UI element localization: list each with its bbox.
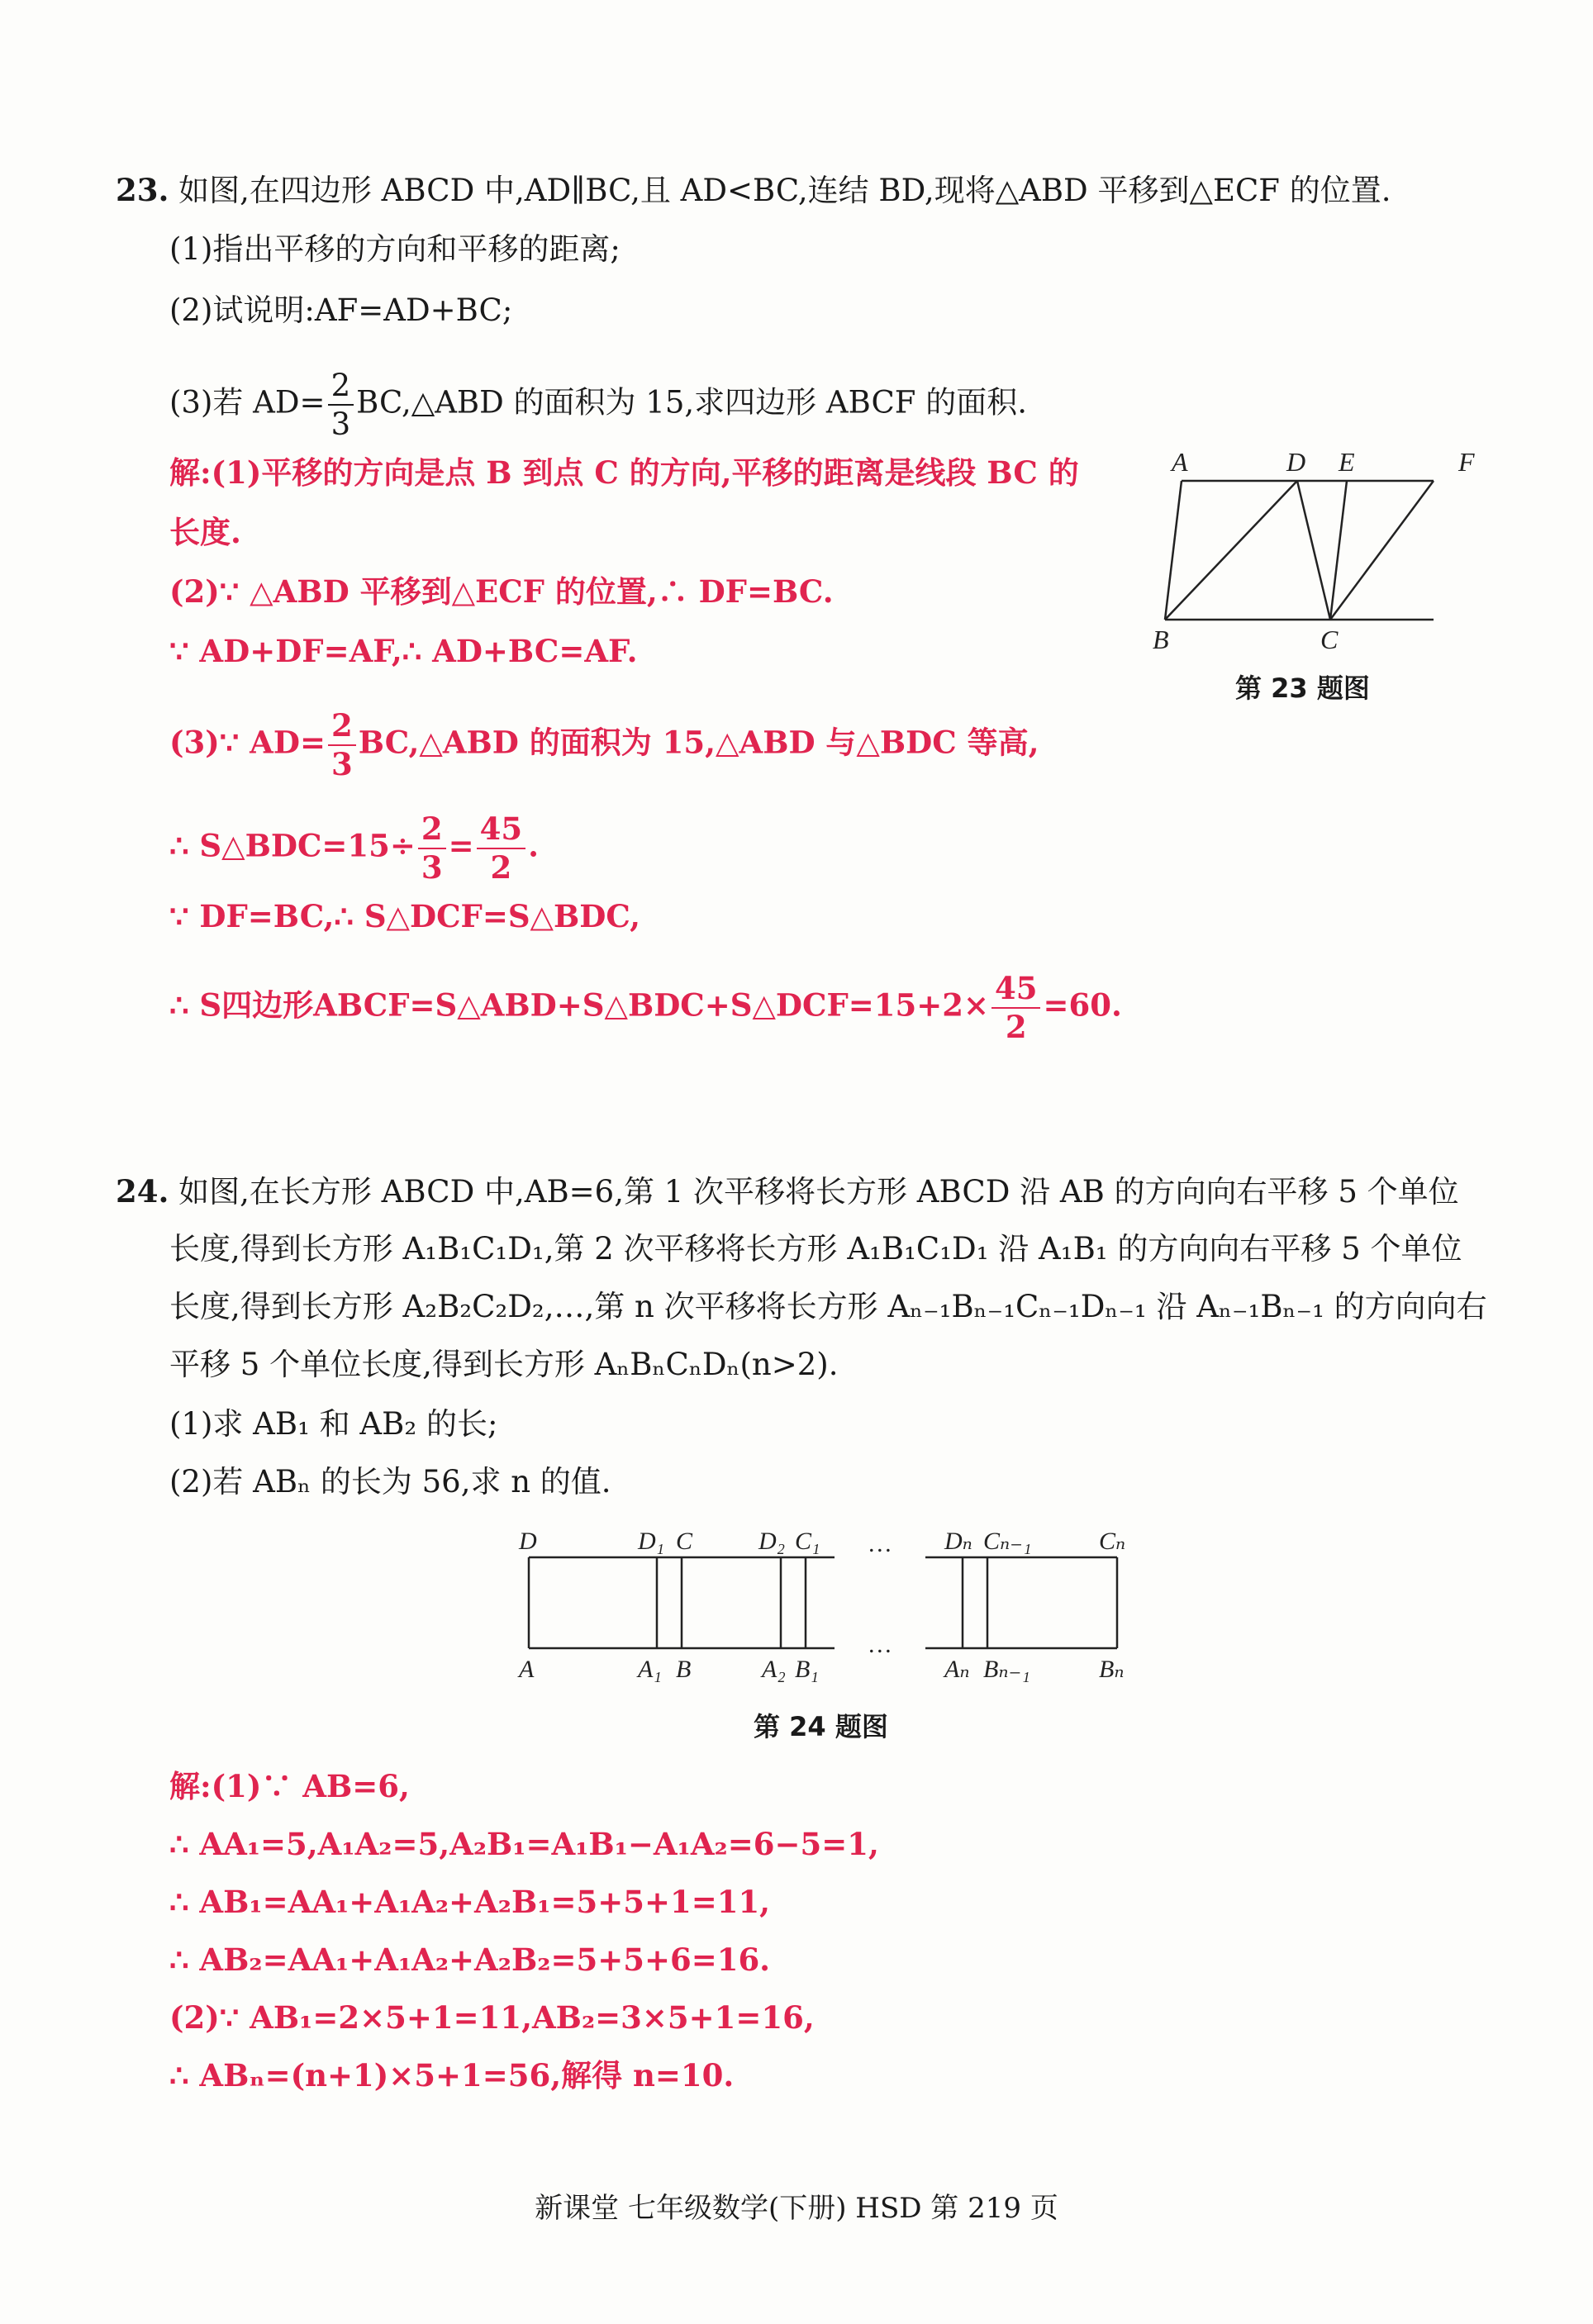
q24-line3: 长度,得到长方形 A₂B₂C₂D₂,…,第 n 次平移将长方形 Aₙ₋₁Bₙ₋₁Cₙ₋₁Dₙ₋₁ 沿 Aₙ₋₁Bₙ₋₁ 的方向向右 xyxy=(169,1289,1487,1324)
q24-sol-line: ∴ AB₂=AA₁+A₁A₂+A₂B₂=5+5+6=16. xyxy=(169,1941,771,1978)
q23-part3-fraction xyxy=(328,370,354,440)
q23-sol3d-prefix: ∴ S四边形ABCF=S△ABD+S△BDC+S△DCF=15+2× xyxy=(169,986,989,1024)
q23-stem xyxy=(116,170,1391,211)
q23-sol3b-fraction1 xyxy=(418,810,446,886)
q24-line2: 长度,得到长方形 A₁B₁C₁D₁,第 2 次平移将长方形 A₁B₁C₁D₁ 沿 A₁B₁ 的方向向右平移 5 个单位 xyxy=(169,1231,1462,1267)
line-EC xyxy=(1330,481,1347,620)
q24-line4: 平移 5 个单位长度,得到长方形 AₙBₙCₙDₙ(n>2). xyxy=(169,1347,839,1382)
label-Bn-1: Bₙ₋₁ xyxy=(983,1656,1030,1683)
label-Bn: Bₙ xyxy=(1099,1656,1125,1683)
q23-part2: (2)试说明:AF=AD+BC; xyxy=(169,292,513,328)
q23-sol1a: 解:(1)平移的方向是点 B 到点 C 的方向,平移的距离是线段 BC 的 xyxy=(169,454,1079,491)
label-D2: D₂ xyxy=(758,1528,786,1555)
label-B1: B₁ xyxy=(795,1656,819,1683)
q24-part1: (1)求 AB₁ 和 AB₂ 的长; xyxy=(169,1406,498,1442)
q23-sol3b xyxy=(169,810,540,886)
fraction-denominator: 3 xyxy=(330,406,351,442)
q23-sol2b: ∵ AD+DF=AF,∴ AD+BC=AF. xyxy=(169,633,638,669)
q24-sol-line: (2)∵ AB₁=2×5+1=11,AB₂=3×5+1=16, xyxy=(169,1999,815,2036)
fraction-numerator: 2 xyxy=(418,814,446,849)
q23-sol2a: (2)∵ △ABD 平移到△ECF 的位置,∴ DF=BC. xyxy=(169,573,834,610)
q23-sol3d-suffix: =60. xyxy=(1043,986,1122,1024)
label-D: D xyxy=(519,1528,537,1555)
q24-part2: (2)若 ABₙ 的长为 56,求 n 的值. xyxy=(169,1464,611,1499)
label-C: C xyxy=(676,1528,693,1555)
q23-sol3d-fraction xyxy=(991,970,1041,1045)
label-A2: A₂ xyxy=(762,1656,786,1683)
fraction-denominator: 3 xyxy=(330,746,353,782)
label-An: Aₙ xyxy=(944,1656,970,1683)
q24-figure xyxy=(496,1512,1157,1702)
q23-sol3d xyxy=(169,970,1122,1045)
q24-sol-line: ∴ AA₁=5,A₁A₂=5,A₂B₁=A₁B₁−A₁A₂=6−5=1, xyxy=(169,1826,879,1862)
q23-sol3a-suffix: BC,△ABD 的面积为 15,△ABD 与△BDC 等高, xyxy=(358,724,1039,761)
q24-figure-caption: 第 24 题图 xyxy=(754,1711,888,1742)
q23-sol3b-equals: = xyxy=(448,827,474,864)
q23-figure-caption: 第 23 题图 xyxy=(1235,672,1370,704)
q23-sol1b: 长度. xyxy=(169,514,241,550)
q24-number: 24. xyxy=(116,1173,169,1210)
label-C1: C₁ xyxy=(795,1528,820,1555)
label-D: D xyxy=(1286,447,1306,477)
fraction-numerator: 2 xyxy=(328,370,354,406)
label-A: A xyxy=(519,1656,535,1683)
label-Dn: Dₙ xyxy=(944,1528,972,1555)
label-B: B xyxy=(1153,625,1169,654)
q24-line1 xyxy=(116,1172,1459,1212)
fraction-numerator: 45 xyxy=(991,973,1041,1009)
line-BD xyxy=(1165,481,1297,620)
line-FC xyxy=(1330,481,1434,620)
label-Cn: Cₙ xyxy=(1099,1528,1126,1555)
page-footer: 新课堂 七年级数学(下册) HSD 第 219 页 xyxy=(535,2192,1058,2225)
label-F: F xyxy=(1458,447,1475,477)
q23-sol3a-fraction xyxy=(328,707,356,782)
q23-part3 xyxy=(169,370,1027,440)
q23-sol3b-prefix: ∴ S△BDC=15÷ xyxy=(169,827,416,864)
q23-part3-suffix: BC,△ABD 的面积为 15,求四边形 ABCF 的面积. xyxy=(356,384,1027,421)
q23-stem-text: 如图,在四边形 ABCD 中,AD∥BC,且 AD<BC,连结 BD,现将△ABD 平移到△ECF 的位置. xyxy=(178,173,1391,208)
label-D1: D₁ xyxy=(638,1528,665,1555)
label-A: A xyxy=(1172,447,1188,477)
fraction-denominator: 2 xyxy=(490,849,512,886)
line-DC xyxy=(1297,481,1330,620)
q23-number: 23. xyxy=(116,172,169,208)
label-A1: A₁ xyxy=(638,1656,662,1683)
fraction-denominator: 3 xyxy=(421,849,443,886)
fraction-numerator: 2 xyxy=(328,711,356,746)
q23-sol3c: ∵ DF=BC,∴ S△DCF=S△BDC, xyxy=(169,898,641,934)
q23-sol3a-prefix: (3)∵ AD= xyxy=(169,724,326,761)
fraction-denominator: 2 xyxy=(1005,1009,1027,1045)
label-top-ellipsis: … xyxy=(869,1530,892,1557)
label-bottom-ellipsis: … xyxy=(869,1631,892,1658)
q23-figure xyxy=(1140,438,1504,661)
q23-sol3a xyxy=(169,707,1039,782)
line-AB xyxy=(1165,481,1182,620)
q23-sol3b-fraction2 xyxy=(477,810,526,886)
q24-line1-text: 如图,在长方形 ABCD 中,AB=6,第 1 次平移将长方形 ABCD 沿 AB 的方向向右平移 5 个单位 xyxy=(178,1174,1459,1210)
label-B: B xyxy=(676,1656,692,1683)
fraction-numerator: 45 xyxy=(477,814,526,849)
label-C: C xyxy=(1320,625,1339,654)
q23-part1: (1)指出平移的方向和平移的距离; xyxy=(169,231,621,267)
q24-sol-line: ∴ AB₁=AA₁+A₁A₂+A₂B₁=5+5+1=11, xyxy=(169,1884,771,1920)
label-E: E xyxy=(1339,447,1355,477)
q23-part3-prefix: (3)若 AD= xyxy=(169,384,326,421)
q23-sol3b-end: . xyxy=(528,827,540,864)
q24-sol-line: ∴ ABₙ=(n+1)×5+1=56,解得 n=10. xyxy=(169,2057,735,2094)
label-Cn-1: Cₙ₋₁ xyxy=(983,1528,1032,1555)
q24-sol-line: 解:(1)∵ AB=6, xyxy=(169,1768,410,1804)
